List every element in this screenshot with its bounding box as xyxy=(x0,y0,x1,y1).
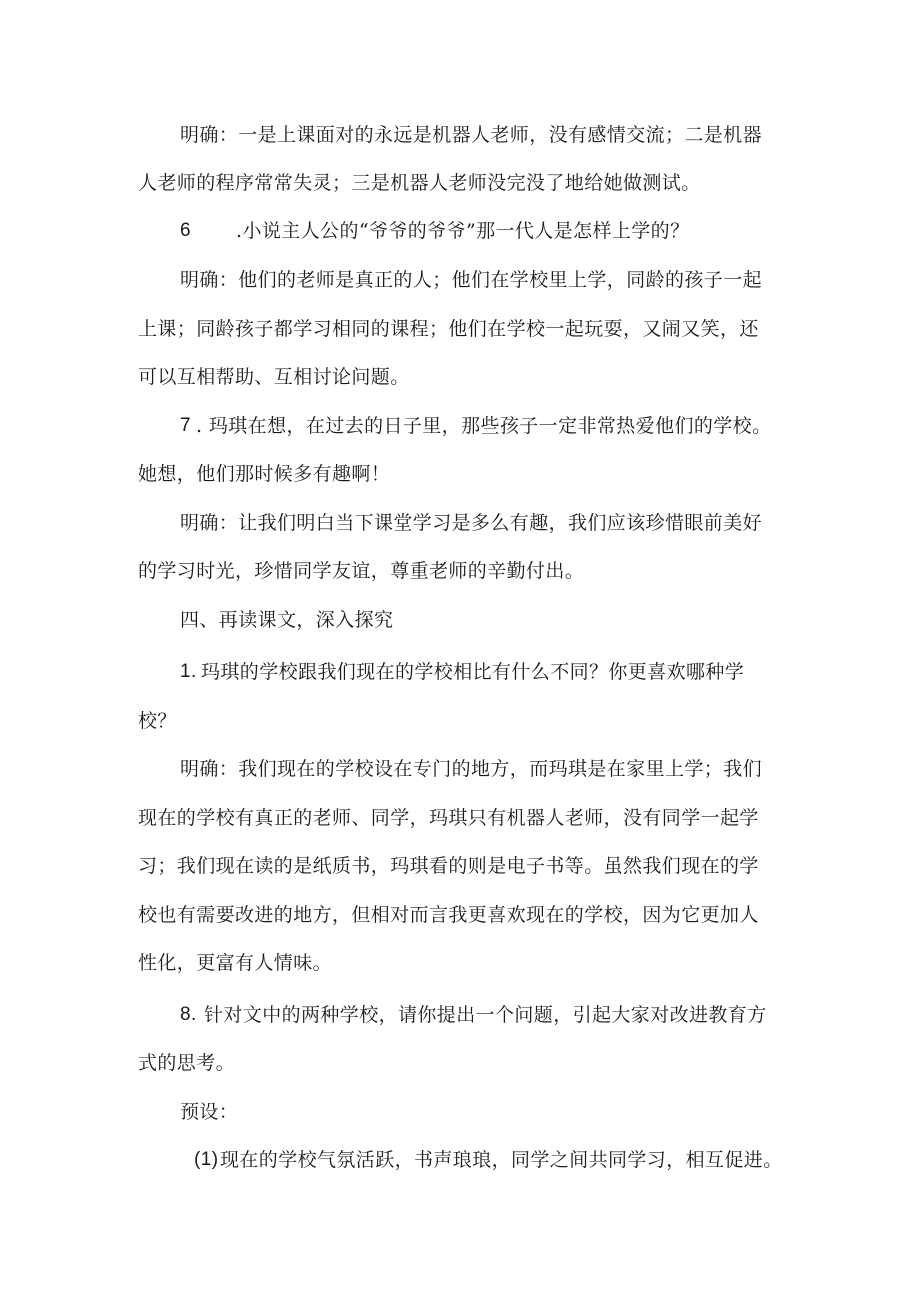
preset-label: 预设： xyxy=(180,1101,239,1123)
paragraph-line-12: 习；我们现在读的是纸质书，玛琪看的则是电子书等。虽然我们现在的学 xyxy=(138,855,759,877)
paragraph-line-15: 式的思考。 xyxy=(138,1052,236,1074)
paragraph-line-13: 校也有需要改进的地方，但相对而言我更喜欢现在的学校，因为它更加人 xyxy=(138,904,759,926)
paragraph-line-4: 上课；同龄孩子都学习相同的课程；他们在学校一起玩耍，又闹又笑，还 xyxy=(138,318,759,340)
question-8-text: 针对文中的两种学校，请你提出一个问题，引起大家对改进教育方 xyxy=(204,1004,767,1026)
paragraph-line-8: 的学习时光，珍惜同学友谊，尊重老师的辛勤付出。 xyxy=(138,560,585,582)
paragraph-line-5: 可以互相帮助、互相讨论问题。 xyxy=(138,366,410,388)
paragraph-line-2: 人老师的程序常常失灵；三是机器人老师没完没了地给她做测试。 xyxy=(138,172,701,194)
question-1-text: 玛琪的学校跟我们现在的学校相比有什么不同？你更喜欢哪种学 xyxy=(201,661,745,683)
paragraph-line-7: 明确：让我们明白当下课堂学习是多么有趣，我们应该珍惜眼前美好 xyxy=(180,512,763,534)
paragraph-line-14: 性化，更富有人情味。 xyxy=(138,952,333,974)
question-number-8: 8. xyxy=(180,1004,197,1025)
question-number-7: 7 xyxy=(180,415,191,436)
question-7-text: . 玛琪在想，在过去的日子里，那些孩子一定非常热爱他们的学校。 xyxy=(196,415,772,437)
item-number-1: (1) xyxy=(194,1149,219,1170)
paragraph-line-10: 明确：我们现在的学校设在专门的地方，而玛琪是在家里上学；我们 xyxy=(180,758,763,780)
paragraph-line-9: 校？ xyxy=(138,710,177,732)
section-heading: 四、再读课文，深入探究 xyxy=(180,609,394,631)
question-6-text: .小说主人公的“爷爷的爷爷”那一代人是怎样上学的？ xyxy=(236,220,690,242)
paragraph-line-11: 现在的学校有真正的老师、同学，玛琪只有机器人老师，没有同学一起学 xyxy=(138,807,759,829)
question-number-6: 6 xyxy=(180,220,191,241)
item-1-text: 现在的学校气氛活跃，书声琅琅，同学之间共同学习，相互促进。 xyxy=(220,1149,783,1171)
paragraph-line-1: 明确：一是上课面对的永远是机器人老师，没有感情交流；二是机器 xyxy=(180,124,763,146)
paragraph-line-6: 她想，他们那时候多有趣啊！ xyxy=(138,463,391,485)
paragraph-line-3: 明确：他们的老师是真正的人；他们在学校里上学，同龄的孩子一起 xyxy=(180,269,763,291)
question-number-1: 1. xyxy=(180,661,197,682)
